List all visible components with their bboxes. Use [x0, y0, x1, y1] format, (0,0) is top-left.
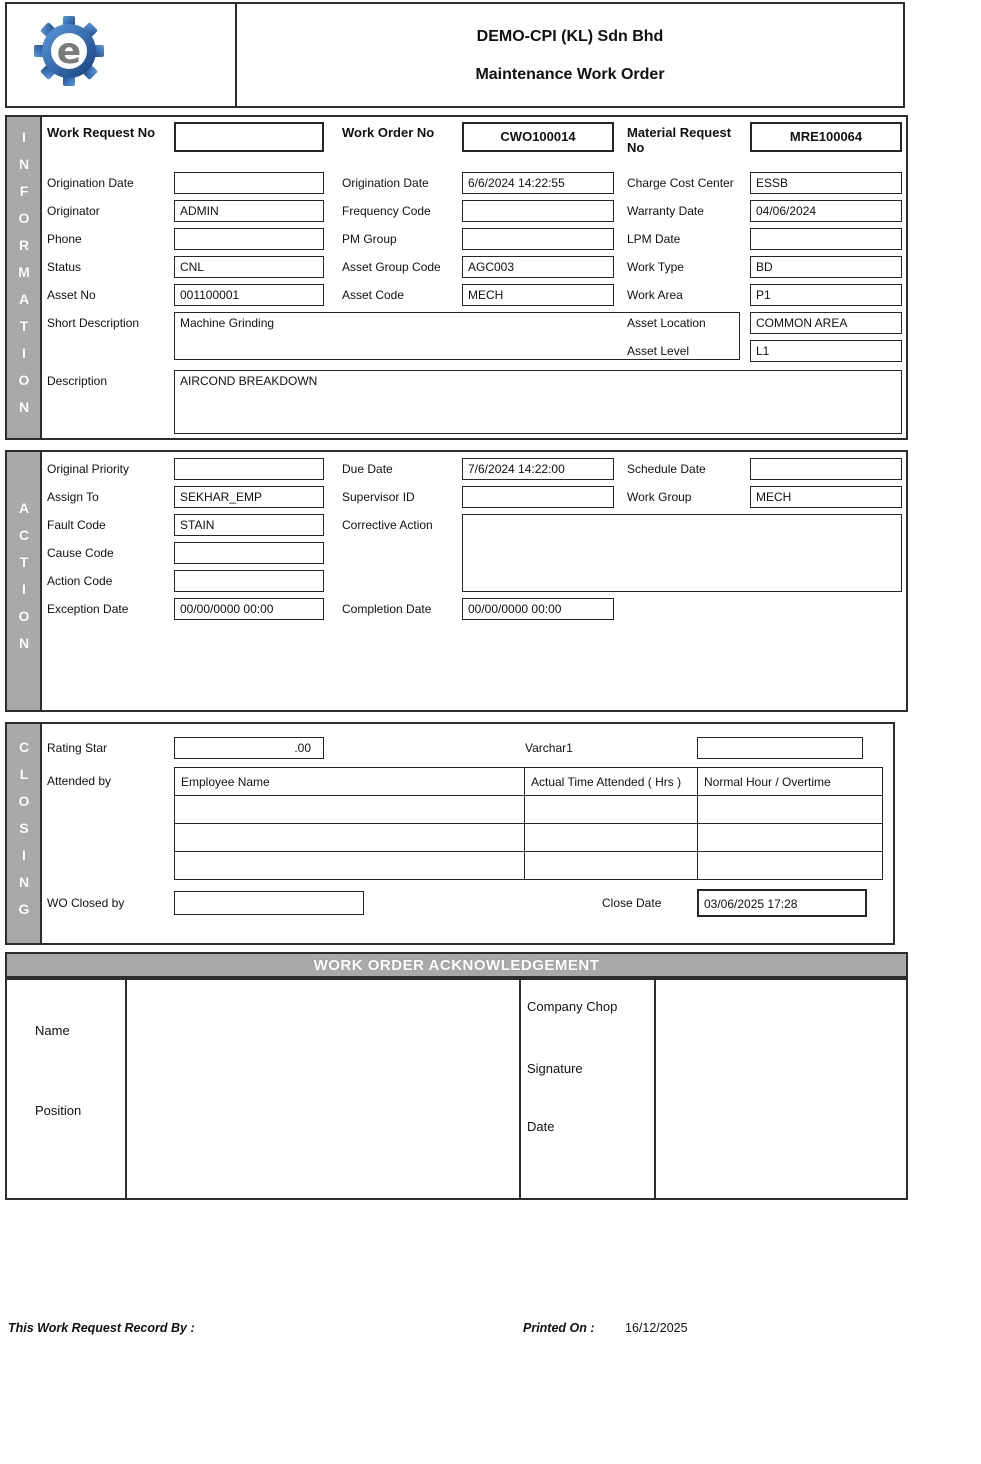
action-code-field — [174, 570, 324, 592]
rating-star-field: .00 — [174, 737, 324, 759]
cause-code-field — [174, 542, 324, 564]
fault-code-label: Fault Code — [47, 518, 106, 532]
due-date-label: Due Date — [342, 462, 393, 476]
acknowledgement-section — [5, 952, 908, 1200]
close-date-label: Close Date — [602, 896, 662, 910]
wo-closed-by-label: WO Closed by — [47, 896, 125, 910]
asset-no-field: 001100001 — [174, 284, 324, 306]
information-side-label: INFORMATION — [16, 129, 32, 426]
work-group-label: Work Group — [627, 490, 692, 504]
cause-code-label: Cause Code — [47, 546, 114, 560]
attendance-header-row — [175, 768, 883, 796]
document-title: Maintenance Work Order — [475, 66, 665, 83]
acknowledgement-title-bar — [5, 952, 908, 978]
ack-signature-label: Signature — [527, 1061, 583, 1076]
asset-location-label: Asset Location — [627, 316, 706, 330]
information-section — [5, 115, 908, 440]
frequency-code-label: Frequency Code — [342, 204, 431, 218]
acknowledgement-title: WORK ORDER ACKNOWLEDGEMENT — [313, 957, 600, 974]
short-description-field: Machine Grinding — [174, 312, 740, 360]
wo-origination-date-label: Origination Date — [342, 176, 429, 190]
short-description-label: Short Description — [47, 316, 140, 330]
attendance-table — [174, 767, 883, 880]
material-request-no-label: Material Request No — [627, 125, 732, 155]
header-divider — [235, 4, 237, 106]
ack-name-label: Name — [35, 1023, 70, 1038]
asset-group-code-label: Asset Group Code — [342, 260, 441, 274]
work-group-field: MECH — [750, 486, 902, 508]
assign-to-field: SEKHAR_EMP — [174, 486, 324, 508]
charge-cost-center-label: Charge Cost Center — [627, 176, 734, 190]
asset-code-field: MECH — [462, 284, 614, 306]
work-type-label: Work Type — [627, 260, 684, 274]
supervisor-id-field — [462, 486, 614, 508]
asset-group-code-field: AGC003 — [462, 256, 614, 278]
pm-group-field — [462, 228, 614, 250]
closing-side-bar — [7, 724, 42, 943]
attended-by-label: Attended by — [47, 774, 112, 788]
closing-section — [5, 722, 895, 945]
information-side-bar — [7, 117, 42, 438]
attendance-col-employee-name: Employee Name — [175, 768, 525, 796]
action-section — [5, 450, 908, 712]
ack-divider-3 — [654, 980, 656, 1198]
acknowledgement-table — [5, 978, 908, 1200]
ack-position-label: Position — [35, 1103, 82, 1118]
completion-date-label: Completion Date — [342, 602, 432, 616]
exception-date-label: Exception Date — [47, 602, 129, 616]
attendance-col-normal-overtime: Normal Hour / Overtime — [698, 768, 883, 796]
due-date-field: 7/6/2024 14:22:00 — [462, 458, 614, 480]
lpm-date-field — [750, 228, 902, 250]
record-by-label: This Work Request Record By : — [8, 1321, 195, 1335]
varchar1-label: Varchar1 — [525, 741, 573, 755]
asset-level-field: L1 — [750, 340, 902, 362]
completion-date-field: 00/00/0000 00:00 — [462, 598, 614, 620]
action-side-bar — [7, 452, 42, 710]
rating-star-label: Rating Star — [47, 741, 108, 755]
gear-e-logo — [31, 13, 107, 89]
attendance-col-actual-time: Actual Time Attended ( Hrs ) — [525, 768, 698, 796]
material-request-no-field: MRE100064 — [750, 122, 902, 152]
wr-origination-date-label: Origination Date — [47, 176, 134, 190]
work-area-label: Work Area — [627, 288, 683, 302]
supervisor-id-label: Supervisor ID — [342, 490, 415, 504]
printed-on-label: Printed On : — [523, 1321, 595, 1335]
ack-divider-2 — [519, 980, 521, 1198]
status-label: Status — [47, 260, 82, 274]
attendance-empty-row — [175, 796, 883, 824]
schedule-date-label: Schedule Date — [627, 462, 706, 476]
fault-code-field: STAIN — [174, 514, 324, 536]
attendance-empty-row — [175, 824, 883, 852]
originator-label: Originator — [47, 204, 100, 218]
printed-on-date: 16/12/2025 — [625, 1321, 688, 1335]
status-field: CNL — [174, 256, 324, 278]
exception-date-field: 00/00/0000 00:00 — [174, 598, 324, 620]
phone-label: Phone — [47, 232, 82, 246]
asset-location-field: COMMON AREA — [750, 312, 902, 334]
frequency-code-field — [462, 200, 614, 222]
original-priority-field — [174, 458, 324, 480]
asset-code-label: Asset Code — [342, 288, 405, 302]
close-date-field: 03/06/2025 17:28 — [697, 889, 867, 917]
work-request-no-label: Work Request No — [47, 125, 156, 140]
warranty-date-label: Warranty Date — [627, 204, 704, 218]
description-field: AIRCOND BREAKDOWN — [174, 370, 902, 434]
varchar1-field — [697, 737, 863, 759]
company-name: DEMO-CPI (KL) Sdn Bhd — [476, 28, 664, 45]
action-side-label: ACTION — [16, 500, 32, 662]
charge-cost-center-field: ESSB — [750, 172, 902, 194]
work-request-no-field — [174, 122, 324, 152]
closing-side-label: CLOSING — [16, 739, 32, 928]
svg-text:e: e — [56, 31, 82, 72]
originator-field: ADMIN — [174, 200, 324, 222]
work-area-field: P1 — [750, 284, 902, 306]
attendance-empty-row — [175, 852, 883, 880]
corrective-action-label: Corrective Action — [342, 518, 433, 532]
ack-company-chop-label: Company Chop — [527, 999, 618, 1014]
wr-origination-date-field — [174, 172, 324, 194]
schedule-date-field — [750, 458, 902, 480]
original-priority-label: Original Priority — [47, 462, 130, 476]
wo-origination-date-field: 6/6/2024 14:22:55 — [462, 172, 614, 194]
asset-level-label: Asset Level — [627, 344, 690, 358]
ack-divider-1 — [125, 980, 127, 1198]
wo-closed-by-field — [174, 891, 364, 915]
phone-field — [174, 228, 324, 250]
description-label: Description — [47, 374, 108, 388]
work-type-field: BD — [750, 256, 902, 278]
asset-no-label: Asset No — [47, 288, 96, 302]
action-code-label: Action Code — [47, 574, 113, 588]
document-header — [5, 2, 905, 108]
work-order-no-field: CWO100014 — [462, 122, 614, 152]
lpm-date-label: LPM Date — [627, 232, 681, 246]
assign-to-label: Assign To — [47, 490, 99, 504]
corrective-action-field — [462, 514, 902, 592]
ack-date-label: Date — [527, 1119, 555, 1134]
pm-group-label: PM Group — [342, 232, 397, 246]
work-order-no-label: Work Order No — [342, 125, 435, 140]
warranty-date-field: 04/06/2024 — [750, 200, 902, 222]
